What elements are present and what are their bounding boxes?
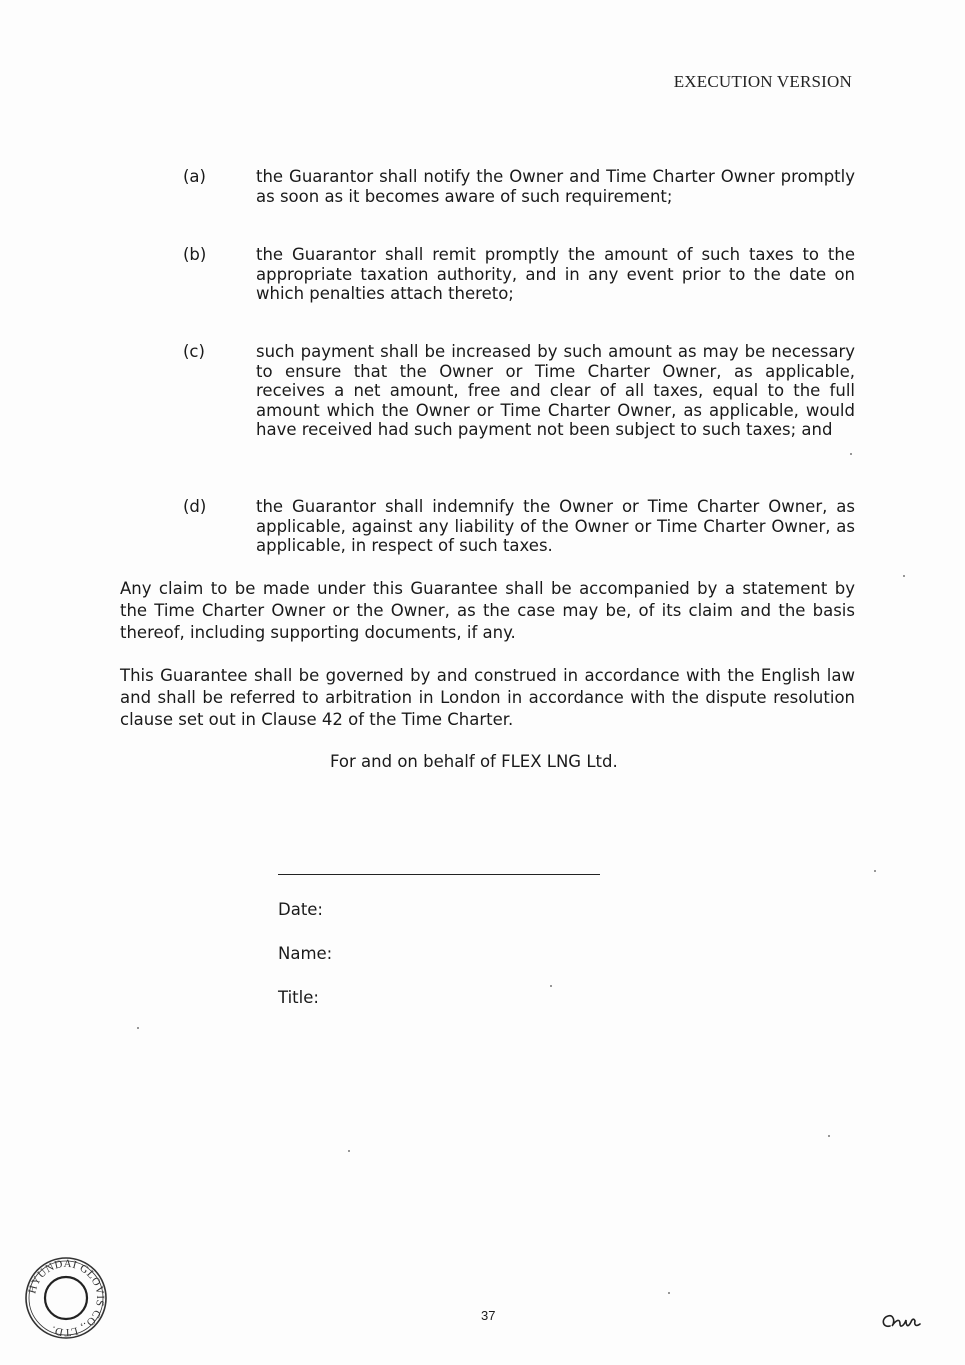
clause-text: the Guarantor shall indemnify the Owner or Time Charter Owner, as applicable, against any liability of the Owner or Time Charter Owner, as applicable, in respect of such taxes. <box>256 497 855 556</box>
scan-speck <box>874 870 876 872</box>
clause-text: the Guarantor shall remit promptly the amount of such taxes to the appropriate taxation authority, and in any event prior to the date on which penalties attach thereto; <box>256 245 855 304</box>
clause-label: (d) <box>183 497 207 516</box>
governing-law-paragraph: This Guarantee shall be governed by and construed in accordance with the English law and shall be referred to arbitration in London in accordance with the dispute resolution clause set out in Clause 42 of the Time Charter. <box>120 666 855 729</box>
signature-line <box>278 874 600 875</box>
scan-speck <box>137 1027 139 1029</box>
title-label: Title: <box>278 988 319 1007</box>
clause-text: such payment shall be increased by such amount as may be necessary to ensure that the Owner or Time Charter Owner, as applicable, receives a net amount, free and clear of all taxes, equal to the full amount which the Owner or Time Charter Owner, as applicable, would have received had such payment not been subject to such taxes; and <box>256 342 855 440</box>
name-label: Name: <box>278 944 333 963</box>
clause-item-a <box>183 167 855 206</box>
clause-item-c <box>183 342 855 440</box>
scan-speck <box>850 453 852 455</box>
execution-version-header: EXECUTION VERSION <box>673 72 852 91</box>
scan-speck <box>348 1150 350 1152</box>
date-label: Date: <box>278 900 323 919</box>
clause-item-d <box>183 497 855 556</box>
on-behalf-line: For and on behalf of FLEX LNG Ltd. <box>330 752 618 771</box>
scan-speck <box>668 1292 670 1294</box>
scan-speck <box>828 1135 830 1137</box>
clause-label: (a) <box>183 167 206 186</box>
scan-speck <box>550 985 552 987</box>
clause-label: (b) <box>183 245 207 264</box>
clause-text: the Guarantor shall notify the Owner and Time Charter Owner promptly as soon as it becomes aware of such requirement; <box>256 167 855 206</box>
handwritten-initials-signature <box>878 1308 922 1334</box>
clause-label: (c) <box>183 342 205 361</box>
page-number: 37 <box>481 1308 496 1323</box>
company-seal-stamp <box>24 1256 108 1340</box>
claim-paragraph: Any claim to be made under this Guarantee shall be accompanied by a statement by the Time Charter Owner or the Owner, as the case may be, of its claim and the basis thereof, including supporting documents, if any. <box>120 579 855 642</box>
clause-item-b <box>183 245 855 304</box>
seal-text: HYUNDAI GLOVIS CO., LTD. <box>26 1257 107 1339</box>
scan-speck <box>903 575 905 577</box>
